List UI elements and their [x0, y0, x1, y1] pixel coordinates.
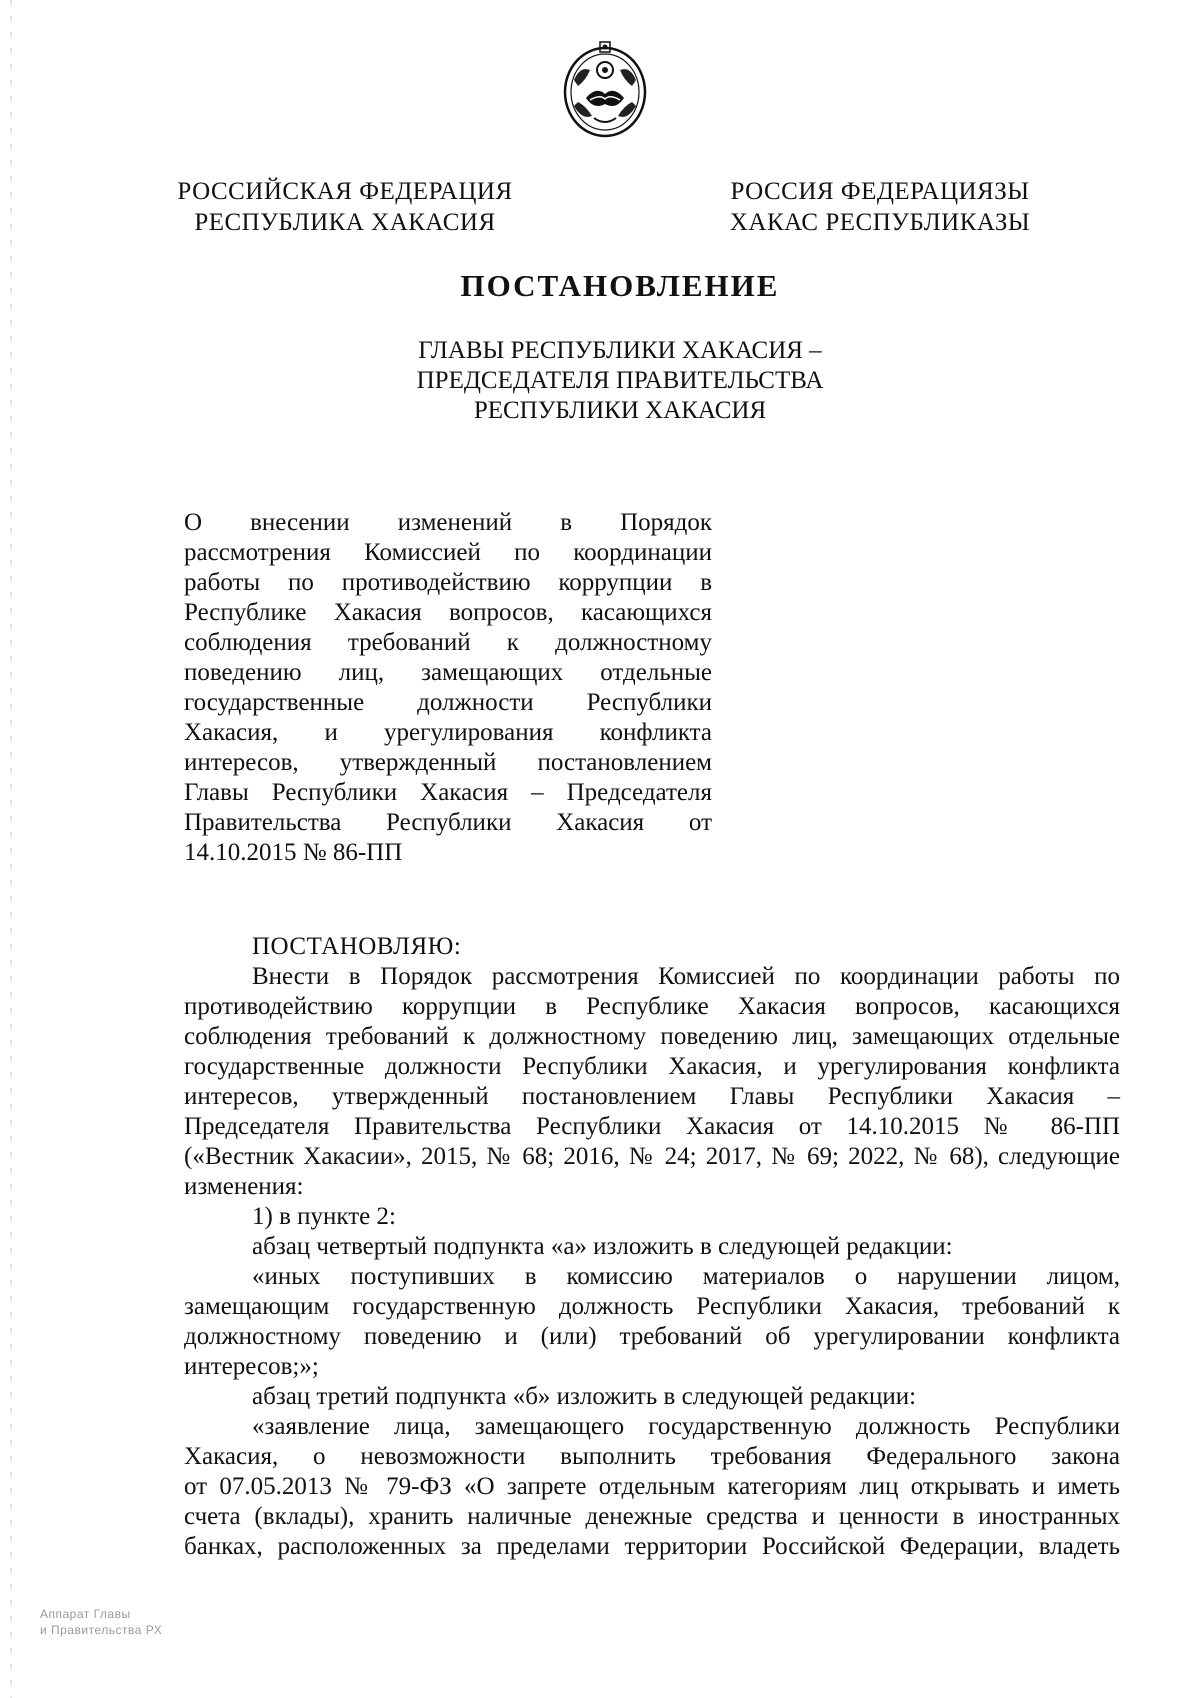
header-right-block [720, 176, 1040, 238]
subject-line: О внесении изменений в Порядок [184, 509, 712, 536]
subject-line: 14.10.2015 № 86-ПП [184, 839, 403, 866]
body-line: 1) в пункте 2: [252, 1203, 396, 1230]
body-line: изменения: [184, 1173, 304, 1200]
body-line: должностному поведению и (или) требований об урегулировании конфликта [184, 1323, 1120, 1350]
body-line: банках, расположенных за пределами территории Российской Федерации, владеть [184, 1533, 1120, 1560]
body-line: интересов;»; [184, 1353, 319, 1380]
document-title: ПОСТАНОВЛЕНИЕ [460, 268, 780, 303]
body-line: абзац четвертый подпункта «а» изложить в следующей редакции: [252, 1233, 953, 1260]
body-line: абзац третий подпункта «б» изложить в следующей редакции: [252, 1383, 917, 1410]
body-line: замещающим государственную должность Республики Хакасия, требований к [184, 1293, 1120, 1320]
subject-line: Главы Республики Хакасия – Председателя [184, 779, 712, 806]
subject-line: Хакасия, и урегулирования конфликта [184, 719, 712, 746]
header-left-block [170, 176, 520, 238]
subject-line: государственные должности Республики [184, 689, 712, 716]
coat-of-arms-emblem-icon [560, 36, 650, 142]
stamp-line2: и Правительства РХ [40, 1623, 163, 1637]
document-subject [184, 508, 712, 868]
office-stamp [40, 1606, 200, 1638]
subtitle-line2: ПРЕДСЕДАТЕЛЯ ПРАВИТЕЛЬСТВА [416, 367, 824, 394]
subject-line: поведению лиц, замещающих отдельные [184, 659, 712, 686]
body-line: государственные должности Республики Хакасия, и урегулирования конфликта [184, 1053, 1120, 1080]
body-line: «заявление лица, замещающего государственную должность Республики [252, 1413, 1120, 1440]
issuer-subtitle [0, 336, 1200, 426]
subtitle-line3: РЕСПУБЛИКИ ХАКАСИЯ [473, 397, 767, 424]
resolve-heading: ПОСТАНОВЛЯЮ: [252, 933, 462, 960]
body-line: «иных поступивших в комиссию материалов о нарушении лицом, [252, 1263, 1120, 1290]
scan-edge-marks [10, 0, 12, 1698]
subject-line: интересов, утвержденный постановлением [184, 749, 712, 776]
subject-line: работы по противодействию коррупции в [184, 569, 712, 596]
body-line: соблюдения требований к должностному поведению лиц, замещающих отдельные [184, 1023, 1120, 1050]
subject-line: Правительства Республики Хакасия от [184, 809, 712, 836]
body-line: («Вестник Хакасии», 2015, № 68; 2016, № 24; 2017, № 69; 2022, № 68), следующие [184, 1143, 1120, 1170]
header-left-line1: РОССИЙСКАЯ ФЕДЕРАЦИЯ [177, 178, 513, 205]
subject-line: рассмотрения Комиссией по координации [184, 539, 712, 566]
stamp-line1: Аппарат Главы [40, 1607, 131, 1621]
body-line: Хакасия, о невозможности выполнить требования Федерального закона [184, 1443, 1120, 1470]
subject-line: соблюдения требований к должностному [184, 629, 712, 656]
header-right-line2: ХАКАС РЕСПУБЛИКАЗЫ [729, 209, 1031, 236]
body-line: Внести в Порядок рассмотрения Комиссией по координации работы по [252, 963, 1120, 990]
body-line: счета (вклады), хранить наличные денежные средства и ценности в иностранных [184, 1503, 1120, 1530]
body-line: от 07.05.2013 № 79-ФЗ «О запрете отдельным категориям лиц открывать и иметь [184, 1473, 1120, 1500]
subtitle-line1: ГЛАВЫ РЕСПУБЛИКИ ХАКАСИЯ – [418, 337, 822, 364]
document-body [184, 962, 1120, 1562]
body-line: интересов, утвержденный постановлением Главы Республики Хакасия – [184, 1083, 1120, 1110]
body-line: Председателя Правительства Республики Хакасия от 14.10.2015 № 86-ПП [184, 1113, 1120, 1140]
header-left-line2: РЕСПУБЛИКА ХАКАСИЯ [194, 209, 496, 236]
header-right-line1: РОССИЯ ФЕДЕРАЦИЯЗЫ [730, 178, 1030, 205]
body-line: противодействию коррупции в Республике Хакасия вопросов, касающихся [184, 993, 1120, 1020]
subject-line: Республике Хакасия вопросов, касающихся [184, 599, 712, 626]
